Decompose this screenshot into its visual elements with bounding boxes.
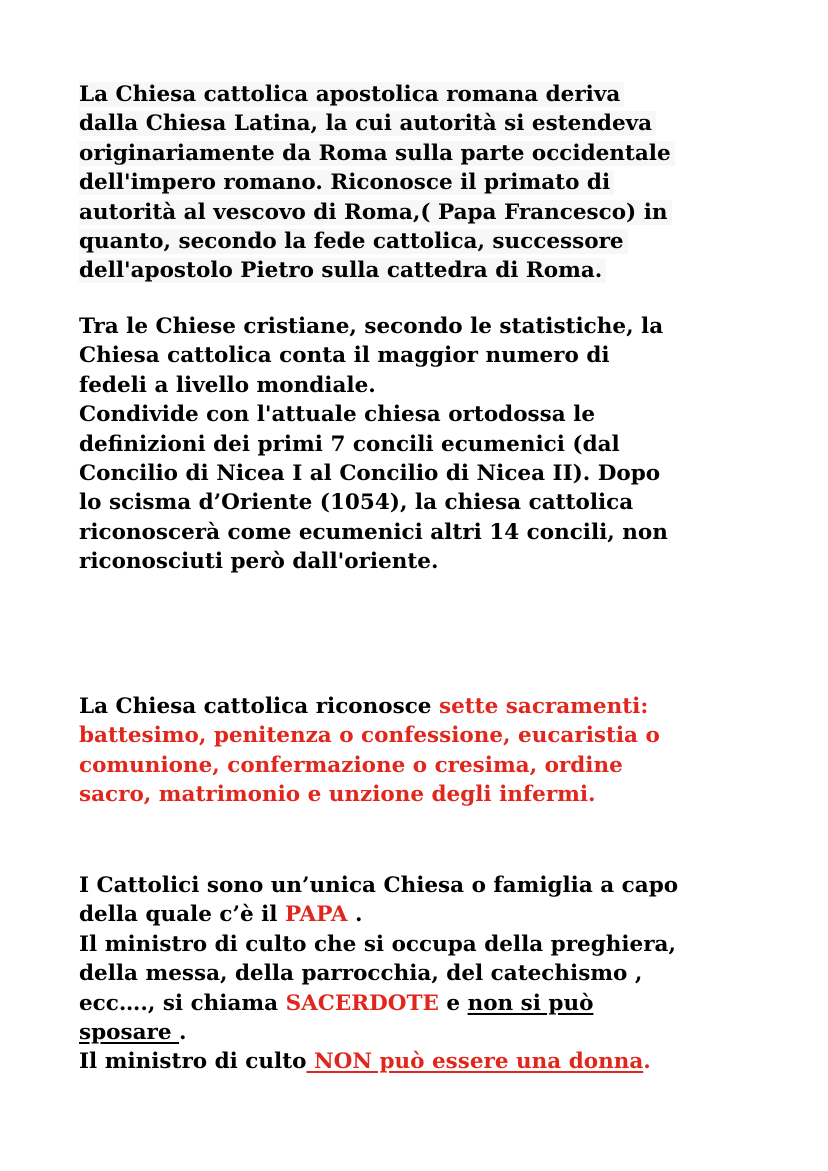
text-line: Tra le Chiese cristiane, secondo le statistiche, la <box>79 314 664 339</box>
text-fragment: . <box>643 1049 651 1075</box>
not-a-woman-highlight: NON può essere una donna <box>306 1049 644 1075</box>
text-line: I Cattolici sono un’unica Chiesa o famiglia a capo <box>79 873 679 898</box>
text-line: Il ministro di culto che si occupa della preghiera, <box>79 931 676 957</box>
text-line: autorità al vescovo di Roma,( Papa Francesco) in <box>79 200 672 225</box>
paragraph-sacraments <box>79 692 660 810</box>
text-fragment: . <box>347 902 363 928</box>
text-line: originariamente da Roma sulla parte occidentale <box>79 141 675 166</box>
text-line: quanto, secondo la fede cattolica, successore <box>79 229 628 254</box>
sacraments-intro: La Chiesa cattolica riconosce <box>79 694 439 719</box>
text-line: dell'impero romano. Riconosce il primato di <box>79 170 614 195</box>
text-line: della messa, della parrocchia, del catechismo , <box>79 961 643 987</box>
sacraments-list-line: sacro, matrimonio e unzione degli infermi. <box>79 782 596 808</box>
cannot-marry-underlined: sposare <box>79 1020 180 1046</box>
sacraments-list-line: battesimo, penitenza o confessione, eucaristia o <box>79 723 660 749</box>
text-line: La Chiesa cattolica apostolica romana deriva <box>79 82 624 107</box>
text-line: dell'apostolo Pietro sulla cattedra di Roma. <box>79 258 606 283</box>
text-line: Concilio di Nicea I al Concilio di Nicea II). Dopo <box>79 461 661 487</box>
papa-highlight: PAPA <box>284 902 348 928</box>
text-fragment: ecc…., si chiama <box>79 990 286 1016</box>
text-line: fedeli a livello mondiale. <box>79 372 376 398</box>
text-line: definizioni dei primi 7 concili ecumenici (dal <box>79 431 620 457</box>
text-fragment: . <box>179 1020 187 1046</box>
sacraments-list-line: comunione, confermazione o cresima, ordine <box>79 752 623 778</box>
paragraph-ministers <box>79 871 678 1077</box>
text-line: riconosciuti però dall'oriente. <box>79 549 439 575</box>
text-line: lo scisma d’Oriente (1054), la chiesa cattolica <box>79 490 634 516</box>
text-line: riconoscerà come ecumenici altri 14 concili, non <box>79 519 668 545</box>
sacraments-heading: sette sacramenti: <box>438 694 649 719</box>
text-fragment: e <box>438 990 468 1016</box>
sacerdote-highlight: SACERDOTE <box>285 990 439 1016</box>
text-fragment: della quale c’è il <box>79 902 285 928</box>
cannot-marry-underlined: non si può <box>467 990 594 1016</box>
text-fragment: Il ministro di culto <box>79 1049 307 1075</box>
paragraph-origin <box>79 80 675 286</box>
text-line: Chiesa cattolica conta il maggior numero di <box>79 343 610 369</box>
text-line: dalla Chiesa Latina, la cui autorità si estendeva <box>79 111 656 136</box>
text-line: Condivide con l'attuale chiesa ortodossa le <box>79 402 595 428</box>
paragraph-statistics <box>79 312 668 577</box>
